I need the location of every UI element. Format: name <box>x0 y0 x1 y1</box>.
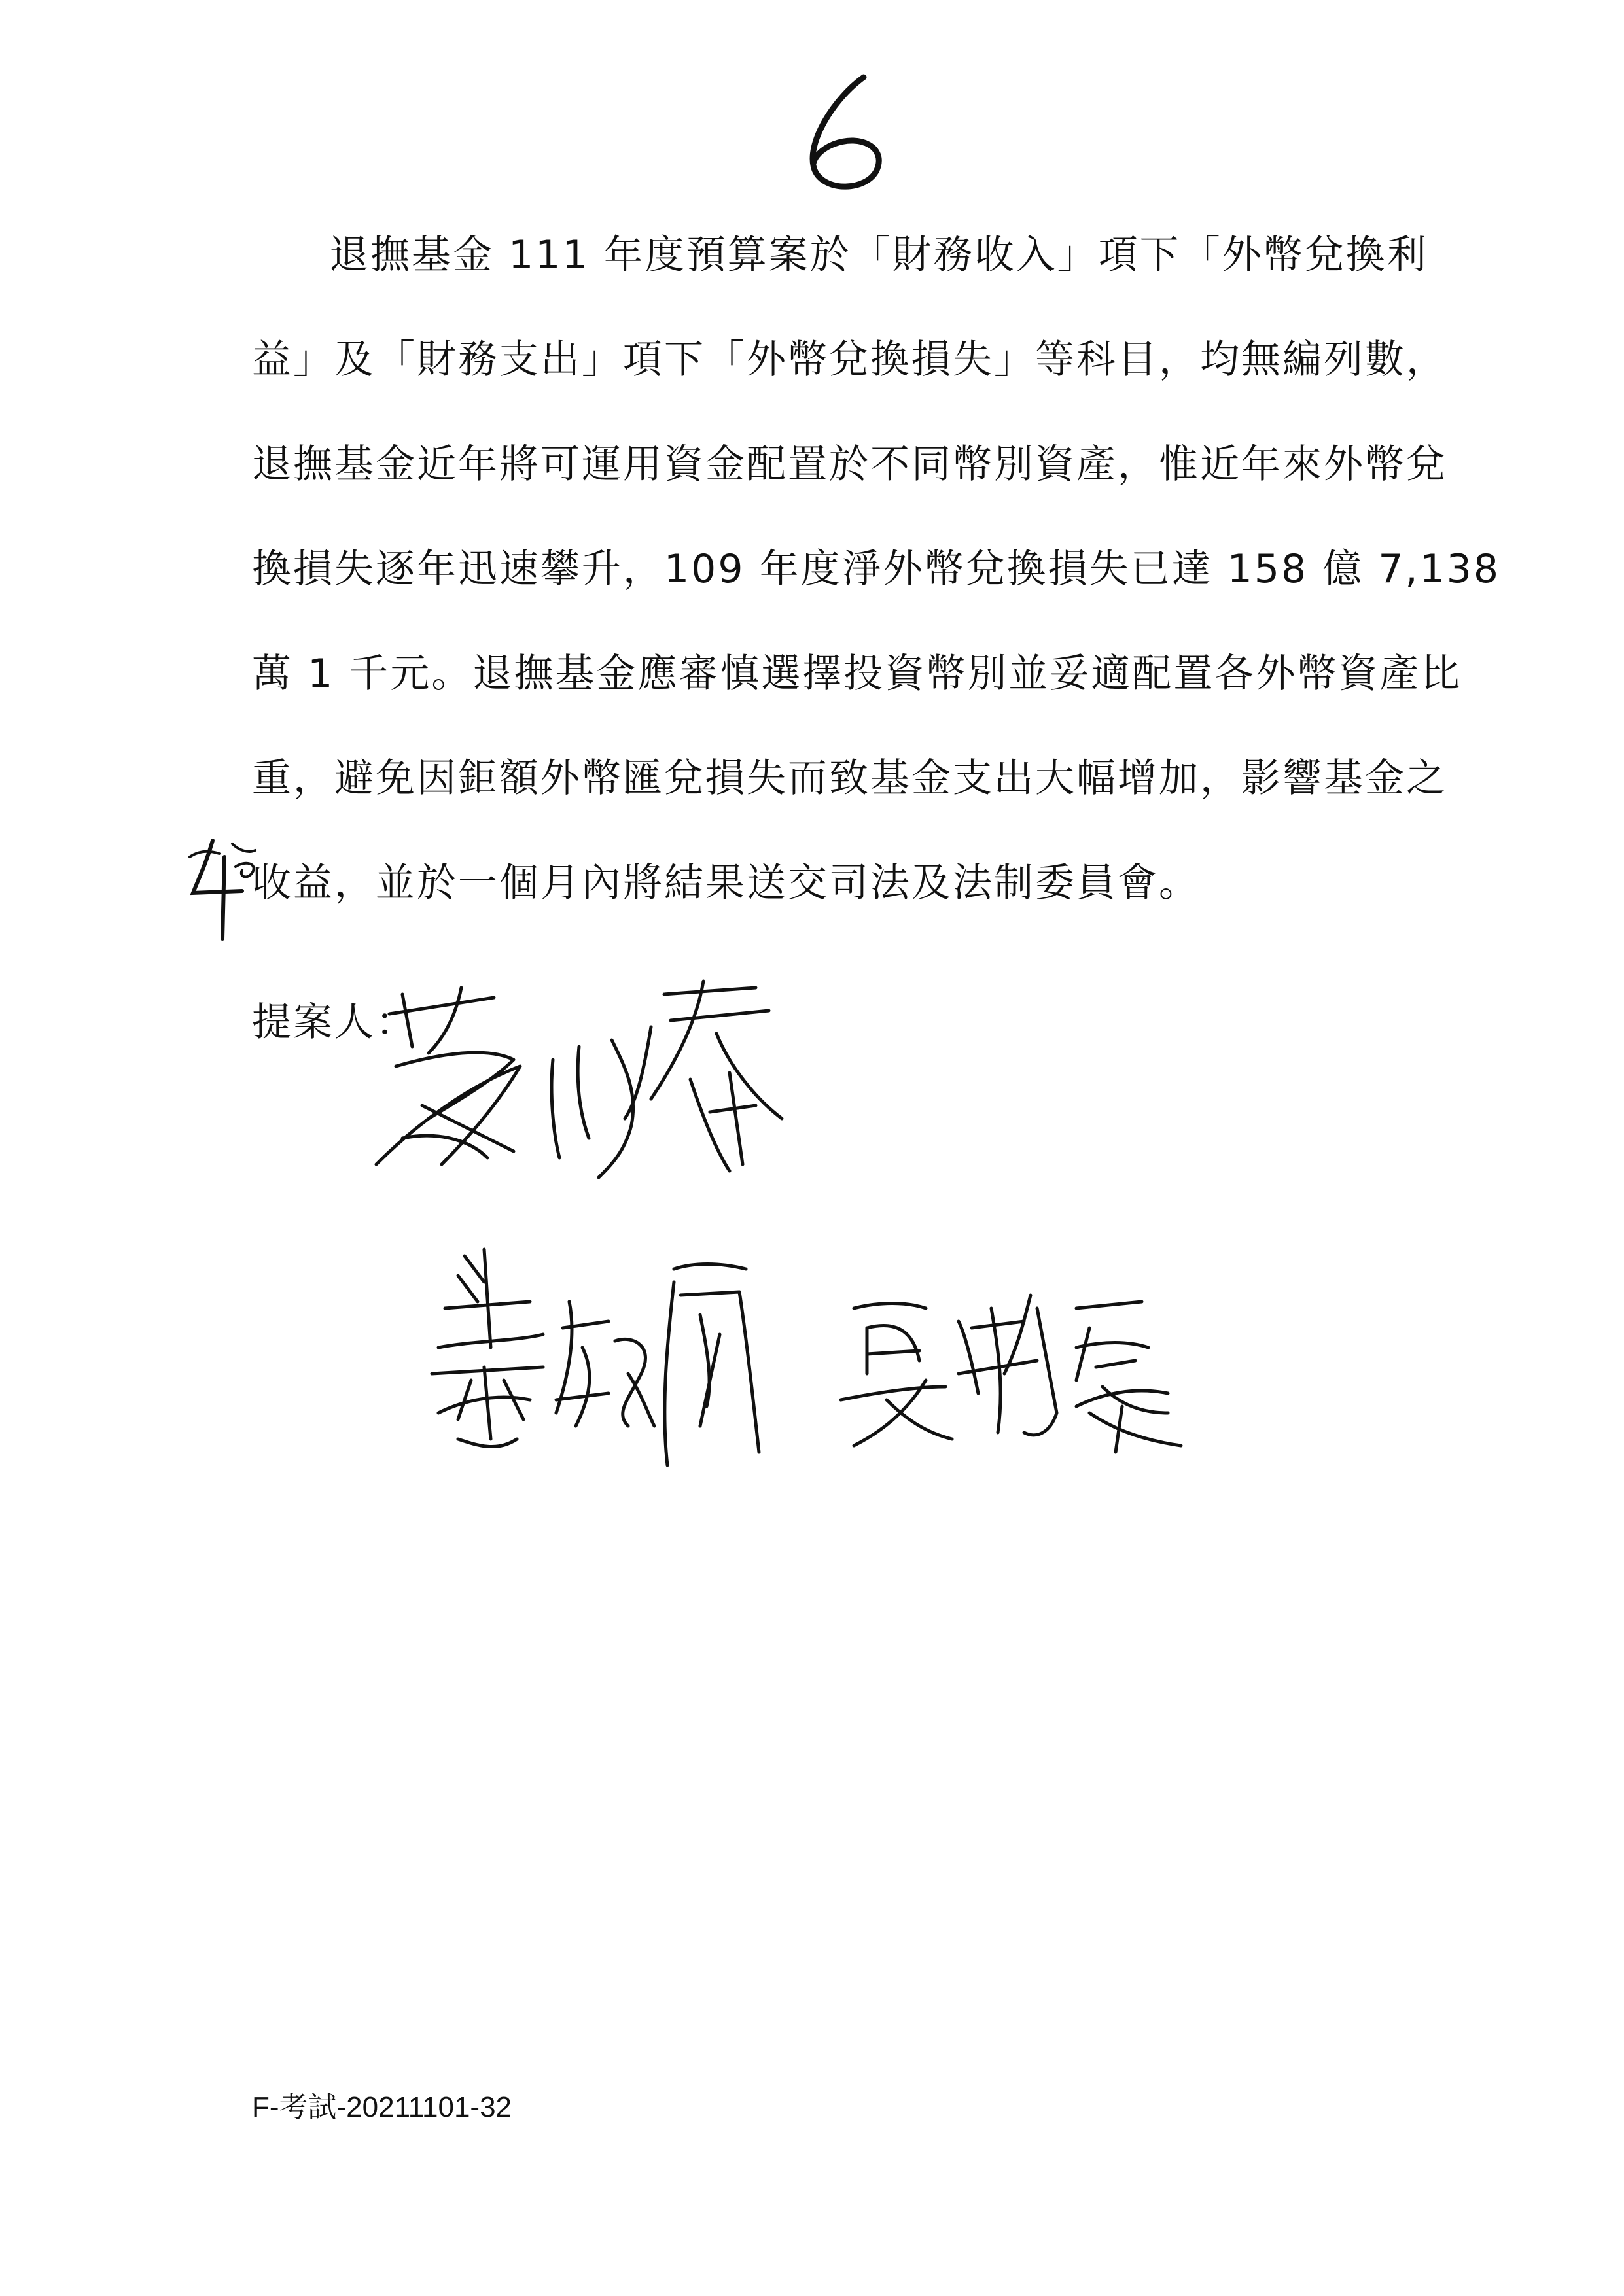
body-line: 重，避免因鉅額外幣匯兌損失而致基金支出大幅增加，影響基金之 <box>252 756 1447 801</box>
signature-1 <box>363 968 795 1184</box>
proposer-label: 提案人： <box>252 1000 417 1045</box>
signature-2 <box>419 1243 785 1518</box>
body-line: 退撫基金近年將可運用資金配置於不同幣別資產，惟近年來外幣兌 <box>252 442 1447 487</box>
body-line: 收益，並於一個月內將結果送交司法及法制委員會。 <box>252 860 1200 906</box>
body-line: 退撫基金 111 年度預算案於「財務收入」項下「外幣兌換利 <box>329 232 1428 278</box>
proposal-body <box>252 203 1501 935</box>
body-line: 換損失逐年迅速攀升，109 年度淨外幣兌換損失已達 158 億 7,138 <box>252 546 1501 592</box>
page-number <box>788 72 919 196</box>
document-code: F-考試-20211101-32 <box>252 2091 512 2123</box>
body-line: 益」及「財務支出」項下「外幣兌換損失」等科目，均無編列數， <box>252 337 1447 383</box>
signature-3 <box>828 1282 1194 1459</box>
margin-annotation <box>186 831 272 942</box>
body-line: 萬 1 千元。退撫基金應審慎選擇投資幣別並妥適配置各外幣資產比 <box>252 651 1462 697</box>
